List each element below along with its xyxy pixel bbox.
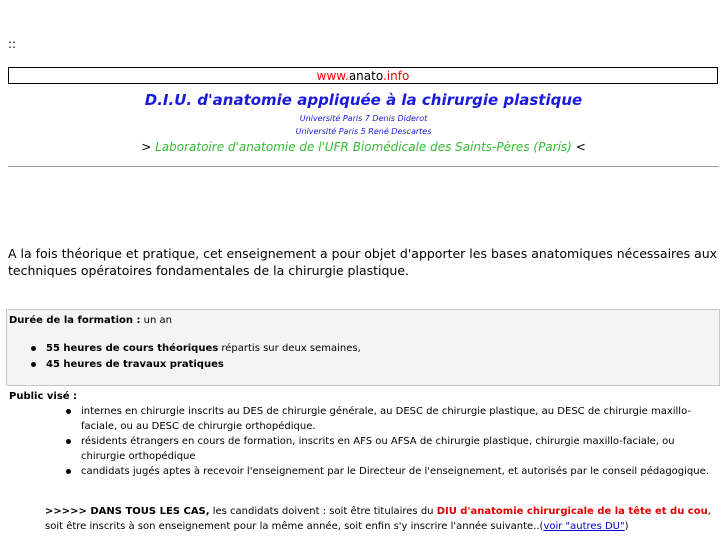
note-close: ) [624, 521, 629, 532]
note-highlight-link[interactable]: DIU d'anatomie chirurgicale de la tête et du cou [436, 506, 708, 517]
duration-item-2-bold: 45 heures de travaux pratiques [46, 359, 224, 370]
intro-paragraph: A la fois théorique et pratique, cet enseignement a pour objet d'apporter les bases anatomiques nécessaires aux techniques opératoires fondamentales de la chirurgie plastique. [8, 246, 718, 278]
duration-item-1 [46, 341, 361, 356]
autres-du-link[interactable]: voir "autres DU" [543, 521, 625, 532]
site-banner[interactable] [8, 67, 718, 84]
public-item-1: internes en chirurgie inscrits au DES de chirurgie générale, au DESC de chirurgie plastique, au DESC de chirurgie maxillo-faciale, ou au DESC de chirurgie orthopédique. [81, 406, 691, 432]
lab-link[interactable]: Laboratoire d'anatomie de l'UFR Biomédicale des Saints-Pères (Paris) [155, 140, 572, 154]
bullet-icon [66, 469, 71, 474]
banner-info: .info [382, 69, 410, 83]
laboratory-line [0, 140, 727, 154]
duration-value: un an [140, 315, 172, 326]
page-title: D.I.U. d'anatomie appliquée à la chirurgie plastique [144, 91, 583, 109]
duration-item-1-rest: répartis sur deux semaines, [218, 343, 361, 354]
note-text-1: les candidats doivent : soit être titulaires du [209, 506, 437, 517]
university-1: Université Paris 7 Denis Diderot [299, 114, 428, 123]
duration-item-1-bold: 55 heures de cours théoriques [46, 343, 219, 354]
note-prefix: >>>>> DANS TOUS LES CAS, [45, 506, 210, 517]
lab-suffix: < [575, 140, 586, 154]
lab-prefix: > [141, 140, 152, 154]
bullet-icon [66, 439, 71, 444]
public-label: Public visé : [9, 391, 78, 402]
university-2: Université Paris 5 René Descartes [295, 127, 432, 136]
bullet-icon [66, 409, 71, 414]
banner-www: www. [316, 69, 349, 83]
banner-anato: anato [348, 69, 383, 83]
duration-line [9, 313, 172, 328]
bullet-icon [31, 346, 36, 351]
colons-marker: :: [8, 37, 17, 51]
note-text-2: , soit être inscrits à son enseignement pour la même année, soit enfin s'y inscrire l'année suivante..( [45, 506, 711, 532]
duration-label: Durée de la formation : [9, 315, 141, 326]
bullet-icon [31, 362, 36, 367]
divider [8, 166, 719, 167]
public-item-3: candidats jugés aptes à recevoir l'enseignement par le Directeur de l'enseignement, et autorisés par le conseil pédagogique. [81, 466, 709, 477]
note-paragraph [45, 504, 720, 534]
duration-item-2 [46, 357, 224, 372]
public-item-2: résidents étrangers en cours de formation, inscrits en AFS ou AFSA de chirurgie plastique, chirurgie maxillo-faciale, ou chirurgie orthopédique [81, 436, 675, 462]
